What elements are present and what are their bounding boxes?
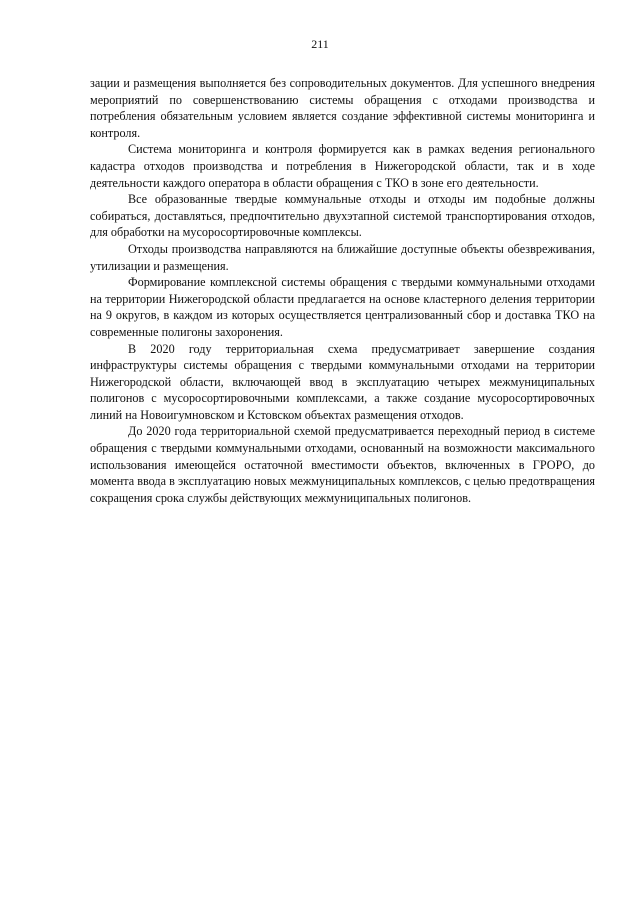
document-body (90, 75, 595, 506)
paragraph-cluster-system: Формирование комплексной системы обращения с твердыми коммунальными отходами на территории Нижегородской области предлагается на основе кластерного деления территории на 9 округов, в каждом из которых осуществляется централизованный сбор и доставка ТКО на современные полигоны захоронения. (90, 275, 595, 339)
paragraph-waste-collection: Все образованные твердые коммунальные отходы и отходы им подобные должны собираться, доставляться, предпочтительно двухэтапной системой транспортирования отходов, для обработки на мусоросортировочные комплексы. (90, 192, 595, 240)
paragraph-transition-period: До 2020 года территориальной схемой предусматривается переходный период в системе обращения с твердыми коммунальными отходами, основанный на возможности максимального использования имеющейся остаточной вместимости объектов, включенных в ГРОРО, до момента ввода в эксплуатацию новых межмуниципальных комплексов, с целью предотвращения сокращения срока службы действующих межмуниципальных полигонов. (90, 424, 595, 505)
paragraph-monitoring-system: Система мониторинга и контроля формируется как в рамках ведения регионального кадастра отходов производства и потребления в Нижегородской области, так и в ходе деятельности каждого оператора в области обращения с ТКО в зоне его деятельности. (90, 142, 595, 190)
paragraph-2020-scheme: В 2020 году территориальная схема предусматривает завершение создания инфраструктуры системы обращения с твердыми коммунальными отходами на территории Нижегородской области, включающей ввод в эксплуатацию четырех межмуниципальных полигонов с мусоросортировочными комплексами, а также создание мусоросортировочных линий на Новоигумновском и Кстовском объектах размещения отходов. (90, 341, 595, 422)
page-number: 211 (311, 37, 329, 51)
paragraph-continuation: зации и размещения выполняется без сопроводительных документов. Для успешного внедрения мероприятий по совершенствованию системы обращения с отходами производства и потребления обязательным условием является создание эффективной системы мониторинга и контроля. (90, 76, 595, 140)
paragraph-production-waste: Отходы производства направляются на ближайшие доступные объекты обезвреживания, утилизации и размещения. (90, 241, 595, 273)
